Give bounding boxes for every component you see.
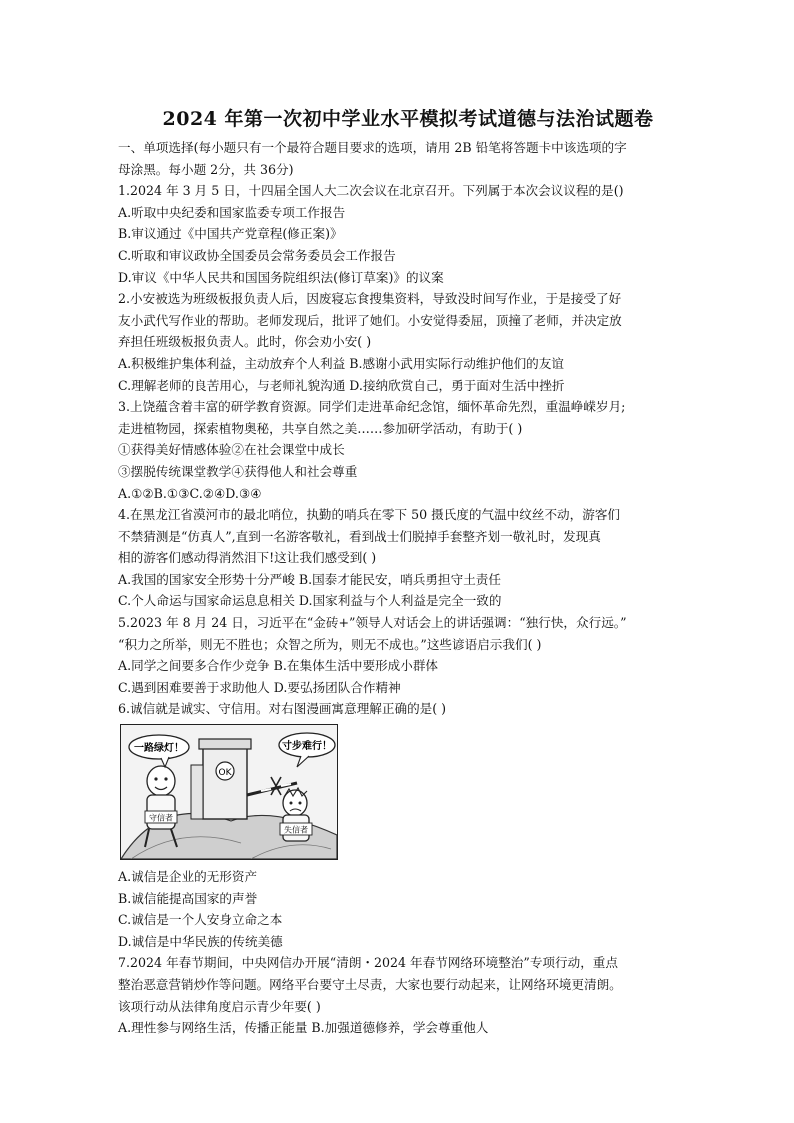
cartoon-tag-left: 守信者 xyxy=(149,813,173,823)
question-6-option-d: D.诚信是中华民族的传统美德 xyxy=(118,933,283,949)
section-instruction: 母涂黑。每小题 2分，共 36分) xyxy=(118,161,294,177)
question-7-options-ab: A.理性参与网络生活，传播正能量 B.加强道德修养，学会尊重他人 xyxy=(118,1020,489,1036)
question-7-stem: 7.2024 年春节期间，中央网信办开展“清朗・2024 年春节网络环境整治”专项行动，重点 xyxy=(118,955,618,971)
question-5-stem: 5.2023 年 8 月 24 日，习近平在“金砖+”领导人对话会上的讲话强调：“独行快，众行远。” xyxy=(118,615,627,631)
section-instruction: 一、单项选择(每小题只有一个最符合题目要求的选项，请用 2B 铅笔将答题卡中该选项的字 xyxy=(118,140,627,155)
question-4-options-cd: C.个人命运与国家命运息息相关 D.国家利益与个人利益是完全一致的 xyxy=(118,593,502,609)
exam-page xyxy=(118,104,698,1039)
cartoon-drawing xyxy=(121,725,337,859)
question-6-option-b: B.诚信能提高国家的声誉 xyxy=(118,890,258,906)
cartoon-tag-right: 失信者 xyxy=(284,825,308,835)
question-2-stem: 弃担任班级板报负责人。此时，你会劝小安( ) xyxy=(118,334,372,350)
question-3-statements: ③摆脱传统课堂教学④获得他人和社会尊重 xyxy=(118,463,358,479)
question-1-option-b: B.审议通过《中国共产党章程(修正案)》 xyxy=(118,226,343,242)
question-4-stem: 4.在黑龙江省漠河市的最北哨位，执勤的哨兵在零下 50 摄氏度的气温中纹丝不动，游客们 xyxy=(118,507,621,523)
question-7-stem: 该项行动从法律角度启示青少年要( ) xyxy=(118,998,321,1014)
question-3-options: A.①②B.①③C.②④D.③④ xyxy=(118,485,262,501)
question-6-option-a: A.诚信是企业的无形资产 xyxy=(118,869,258,885)
question-6-stem: 6.诚信就是诚实、守信用。对右图漫画寓意理解正确的是( ) xyxy=(118,701,447,717)
question-4-options-ab: A.我国的国家安全形势十分严峻 B.国泰才能民安，哨兵勇担守土责任 xyxy=(118,571,501,587)
cartoon-bubble-right: 寸步难行！ xyxy=(282,741,332,753)
question-1-option-a: A.听取中央纪委和国家监委专项工作报告 xyxy=(118,204,346,220)
question-7-stem: 整治恶意营销炒作等问题。网络平台要守土尽责，大家也要行动起来，让网络环境更清朗。 xyxy=(118,977,622,992)
question-1-stem: 1.2024 年 3 月 5 日，十四届全国人大二次会议在北京召开。下列属于本次会议议程的是() xyxy=(118,183,624,199)
question-5-options-cd: C.遇到困难要善于求助他人 D.要弘扬团队合作精神 xyxy=(118,679,401,695)
integrity-cartoon xyxy=(120,724,338,860)
question-3-stem: 3.上饶蕴含着丰富的研学教育资源。同学们走进革命纪念馆，缅怀革命先烈，重温峥嵘岁月; xyxy=(118,399,626,415)
question-4-stem: 相的游客们感动得消然泪下!这让我们感受到( ) xyxy=(118,550,377,566)
question-2-options-cd: C.理解老师的良苦用心，与老师礼貌沟通 D.接纳欣赏自己，勇于面对生活中挫折 xyxy=(118,377,565,393)
question-4-stem: 不禁猜测是“仿真人”,直到一名游客敬礼，看到战士们脱掉手套整齐划一敬礼时，发现真 xyxy=(118,528,601,544)
question-1-option-c: C.听取和审议政协全国委员会常务委员会工作报告 xyxy=(118,247,396,263)
question-5-options-ab: A.同学之间要多合作少竞争 B.在集体生活中要形成小群体 xyxy=(118,658,439,674)
question-3-stem: 走进植物园，探索植物奥秘，共享自然之美……参加研学活动，有助于( ) xyxy=(118,420,523,436)
question-5-stem: “积力之所举，则无不胜也；众智之所为，则无不成也。”这些谚语启示我们( ) xyxy=(118,636,542,652)
exam-title: 2024 年第一次初中学业水平模拟考试道德与法治试题卷 xyxy=(162,108,654,130)
question-3-statements: ①获得美好情感体验②在社会课堂中成长 xyxy=(118,442,345,458)
cartoon-bubble-left: 一路绿灯！ xyxy=(134,743,184,755)
question-2-options-ab: A.积极维护集体利益，主动放弃个人利益 B.感谢小武用实际行动维护他们的友谊 xyxy=(118,355,564,371)
question-6-option-c: C.诚信是一个人安身立命之本 xyxy=(118,912,283,928)
question-2-stem: 2.小安被选为班级板报负责人后，因废寝忘食搜集资料，导致没时间写作业，于是接受了好 xyxy=(118,291,622,307)
question-2-stem: 友小武代写作业的帮助。老师发现后，批评了她们。小安觉得委屈，顶撞了老师，并决定放 xyxy=(118,312,622,328)
question-1-option-d: D.审议《中华人民共和国国务院组织法(修订草案)》的议案 xyxy=(118,269,444,285)
svg-text:OK: OK xyxy=(218,768,232,779)
